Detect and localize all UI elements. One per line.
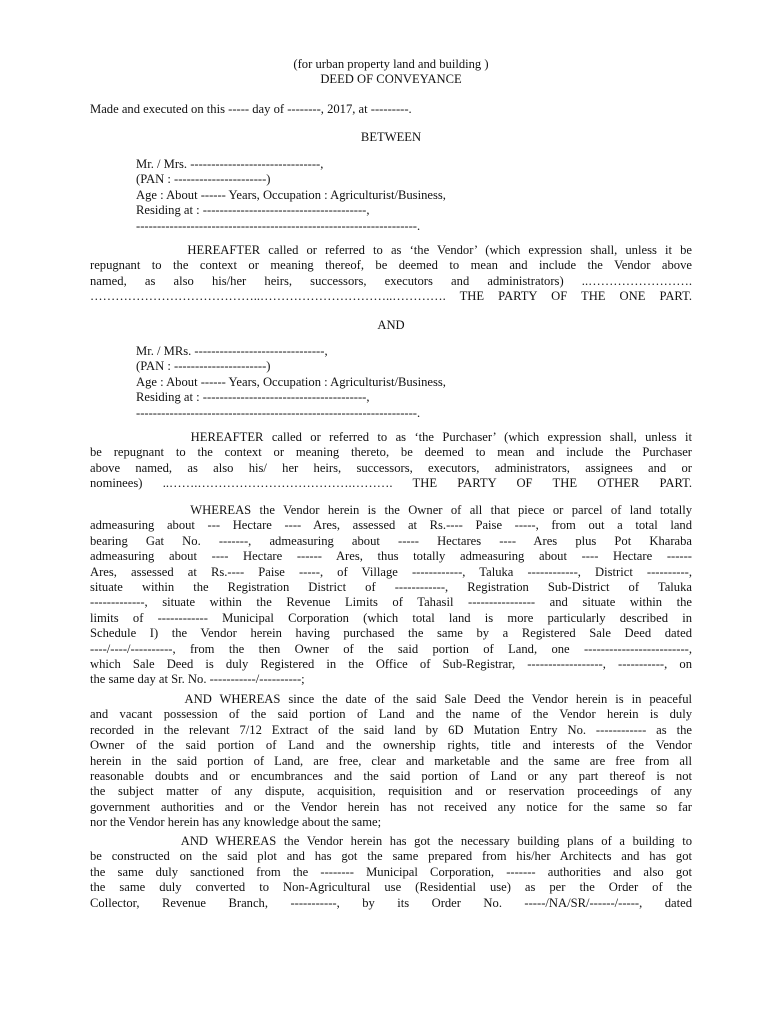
vendor-pan: (PAN : ----------------------) (136, 172, 271, 187)
purchaser-residing: Residing at : ---------------------------------------, (136, 390, 370, 405)
vendor-para-line: named, as also his/her heirs, successors, executors and administrators) ..……………………. (90, 273, 692, 288)
whereas1-line: which Sale Deed is duly Registered in the Office of Sub-Registrar, ------------------, -----------, on (90, 656, 692, 671)
whereas3-line: the same duly sanctioned from the -------- Municipal Corporation, ------- authorities and also got (90, 864, 692, 879)
and-heading: AND (377, 318, 405, 332)
purchaser-name: Mr. / MRs. -------------------------------, (136, 344, 328, 358)
purchaser-para-line: above named, as also his/ her heirs, successors, executors, administrators, assignees and or (90, 460, 692, 475)
vendor-age-occupation: Age : About ------ Years, Occupation : Agriculturist/Business, (136, 187, 446, 202)
whereas2-line: recorded in the relevant 7/12 Extract of the said land by 6D Mutation Entry No. ------------ as the (90, 722, 692, 737)
whereas1-line: situate within the Registration District of ------------, Registration Sub-District of Taluka (90, 579, 692, 594)
whereas2-line: government authorities and or the Vendor herein has not received any notice for the same so far (90, 799, 692, 814)
whereas2-line: and vacant possession of the said portion of Land and the name of the Vendor herein is duly (90, 707, 692, 722)
purchaser-details (136, 344, 446, 421)
whereas1-line: ----/----/----------, from the then Owner of the said portion of Land, one -------------------------, (90, 641, 692, 656)
whereas3-line: Collector, Revenue Branch, -----------, by its Order No. -----/NA/SR/------/-----, dated (90, 895, 692, 910)
whereas1-line: limits of ------------ Municipal Corporation (which total land is more particularly described in (90, 610, 692, 625)
vendor-name: Mr. / Mrs. -------------------------------, (136, 157, 324, 171)
whereas-paragraph-3 (90, 834, 692, 911)
vendor-address-line: -------------------------------------------------------------------. (136, 218, 421, 233)
vendor-details (136, 157, 446, 234)
document-subtitle: (for urban property land and building ) (293, 57, 489, 71)
whereas1-line: admeasuring about ---- Hectare ------ Ares, thus totally admeasuring about ---- Hectare ------ (90, 549, 692, 564)
purchaser-para-line: nominees) ..…….……………………………….………. THE PARTY OF THE OTHER PART. (90, 476, 692, 491)
whereas1-line: admeasuring about --- Hectare ---- Ares, assessed at Rs.---- Paise -----, from out a total land (90, 518, 692, 533)
document-title: DEED OF CONVEYANCE (320, 72, 462, 86)
vendor-para-line: repugnant to the context or meaning thereof, be deemed to mean and include the Vendor above (90, 258, 692, 273)
whereas2-line: AND WHEREAS since the date of the said Sale Deed the Vendor herein is in peaceful (90, 692, 692, 706)
whereas3-line: AND WHEREAS the Vendor herein has got the necessary building plans of a building to (90, 834, 692, 848)
whereas3-line: be constructed on the said plot and has got the same prepared from his/her Architects and has got (90, 849, 692, 864)
whereas2-line: herein in the said portion of Land, are free, clear and marketable and the same are free from all (90, 753, 692, 768)
whereas3-line: the same duly converted to Non-Agricultural use (Residential use) as per the Order of the (90, 880, 692, 895)
purchaser-pan: (PAN : ----------------------) (136, 359, 271, 374)
whereas1-line: -------------, situate within the Revenue Limits of Tahasil ---------------- and situate within the (90, 595, 692, 610)
whereas1-line: Ares, assessed at Rs.---- Paise -----, of Village ------------, Taluka ------------, District ----------, (90, 564, 692, 579)
whereas2-line: the subject matter of any dispute, acquisition, requisition and or reservation proceedings of any (90, 784, 692, 799)
whereas2-line: reasonable doubts and or encumbrances and the said portion of Land or any part thereof is not (90, 768, 692, 783)
whereas2-line: nor the Vendor herein has any knowledge about the same; (90, 815, 382, 830)
vendor-residing: Residing at : ---------------------------------------, (136, 203, 370, 218)
purchaser-paragraph (90, 430, 692, 492)
whereas-paragraph-2 (90, 692, 692, 831)
whereas1-line: Schedule I) the Vendor herein having purchased the same by a Registered Sale Deed dated (90, 626, 692, 641)
purchaser-age-occupation: Age : About ------ Years, Occupation : Agriculturist/Business, (136, 374, 446, 389)
whereas1-line: the same day at Sr. No. -----------/----------; (90, 672, 305, 687)
whereas2-line: Owner of the said portion of Land and the ownership rights, title and interests of the Vendor (90, 738, 692, 753)
purchaser-address-line: -------------------------------------------------------------------. (136, 405, 421, 420)
purchaser-para-line: HEREAFTER called or referred to as ‘the Purchaser’ (which expression shall, unless it (90, 430, 692, 444)
vendor-para-line: HEREAFTER called or referred to as ‘the Vendor’ (which expression shall, unless it be (90, 243, 692, 257)
between-heading: BETWEEN (360, 130, 422, 144)
whereas1-line: WHEREAS the Vendor herein is the Owner of all that piece or parcel of land totally (90, 503, 692, 517)
vendor-paragraph (90, 243, 692, 305)
whereas-paragraph-1 (90, 503, 692, 688)
vendor-para-line: …………………………………..…………………………..…………. THE PARTY OF THE ONE PART. (90, 289, 692, 304)
intro-line: Made and executed on this ----- day of --------, 2017, at ---------. (90, 102, 412, 116)
whereas1-line: bearing Gat No. -------, admeasuring about ----- Hectares ---- Ares plus Pot Kharaba (90, 533, 692, 548)
purchaser-para-line: be repugnant to the context or meaning thereto, be deemed to mean and include the Purchaser (90, 445, 692, 460)
